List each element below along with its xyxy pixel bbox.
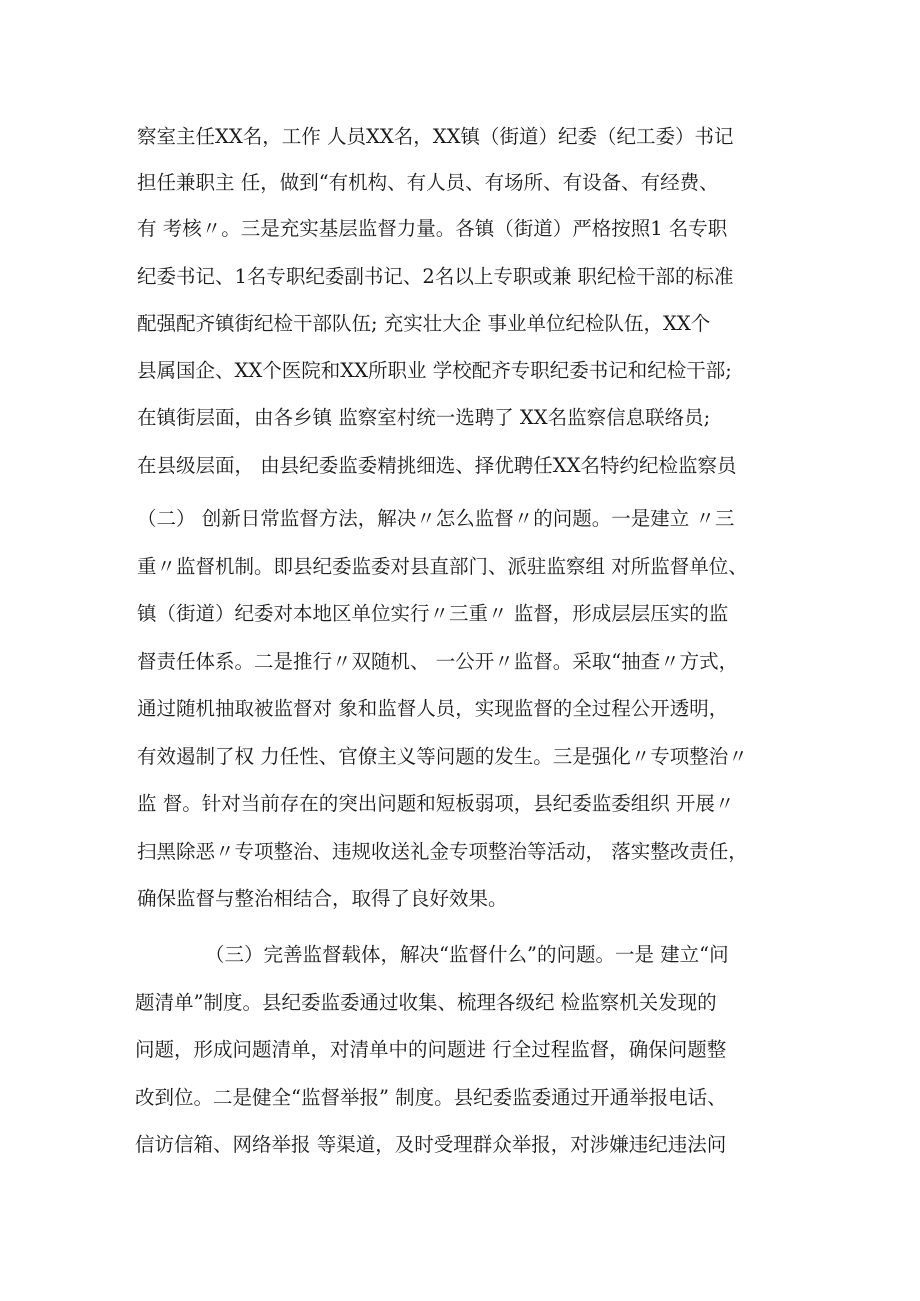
text-line: 有 考核〃。三是充实基层监督力量。各镇（街道）严格按照1 名专职 bbox=[137, 217, 728, 240]
text-line: 察室主任XX名，工作 人员XX名，XX镇（街道）纪委（纪工委）书记 bbox=[137, 125, 734, 148]
section-heading: （三）完善监督载体，解决“监督什么”的问题。一是 建立“问 bbox=[205, 943, 729, 966]
text-line: 监 督。针对当前存在的突出问题和短板弱项，县纪委监委组织 开展〃 bbox=[137, 792, 735, 815]
text-line: 重〃监督机制。即县纪委监委对县直部门、派驻监察组 对所监督单位、 bbox=[137, 555, 748, 578]
text-line: 题清单”制度。县纪委监委通过收集、梳理各级纪 检监察机关发现的 bbox=[135, 991, 717, 1014]
text-line: 在镇街层面，由各乡镇 监察室村统一选聘了 XX名监察信息联络员; bbox=[137, 406, 711, 429]
text-line: 通过随机抽取被监督对 象和监督人员，实现监督的全过程公开透明， bbox=[137, 697, 729, 720]
text-line: 信访信箱、网络举报 等渠道，及时受理群众举报，对涉嫌违纪违法问 bbox=[135, 1133, 727, 1156]
text-line: 在县级层面， 由县纪委监委精挑细选、择优聘任XX名特约纪检监察员 bbox=[137, 454, 737, 477]
section-heading: （二） 创新日常监督方法，解决〃怎么监督〃的问题。一是建立 〃三 bbox=[137, 507, 735, 530]
text-line: 镇（街道）纪委对本地区单位实行〃三重〃 监督，形成层层压实的监 bbox=[137, 602, 729, 625]
text-line: 县属国企、XX个医院和XX所职业 学校配齐专职纪委书记和纪检干部; bbox=[137, 359, 732, 382]
text-line: 改到位。二是健全“监督举报” 制度。县纪委监委通过开通举报电话、 bbox=[135, 1086, 727, 1109]
text-line: 担任兼职主 任，做到“有机构、有人员、有场所、有设备、有经费、 bbox=[137, 171, 719, 194]
text-line: 督责任体系。二是推行〃双随机、 一公开〃监督。采取“抽查〃方式， bbox=[137, 650, 739, 673]
text-line: 有效遏制了权 力任性、官僚主义等问题的发生。三是强化〃专项整治〃 bbox=[137, 745, 748, 768]
text-line: 扫黑除恶〃专项整治、违规收送礼金专项整治等活动， 落实整改责任， bbox=[137, 840, 748, 863]
text-line: 纪委书记、1名专职纪委副书记、2名以上专职或兼 职纪检干部的标准 bbox=[137, 265, 734, 288]
text-line: 配强配齐镇街纪检干部队伍; 充实壮大企 事业单位纪检队伍，XX个 bbox=[137, 312, 711, 335]
text-line: 确保监督与整治相结合，取得了良好效果。 bbox=[137, 887, 508, 910]
text-line: 问题，形成问题清单，对清单中的问题进 行全过程监督，确保问题整 bbox=[135, 1038, 727, 1061]
